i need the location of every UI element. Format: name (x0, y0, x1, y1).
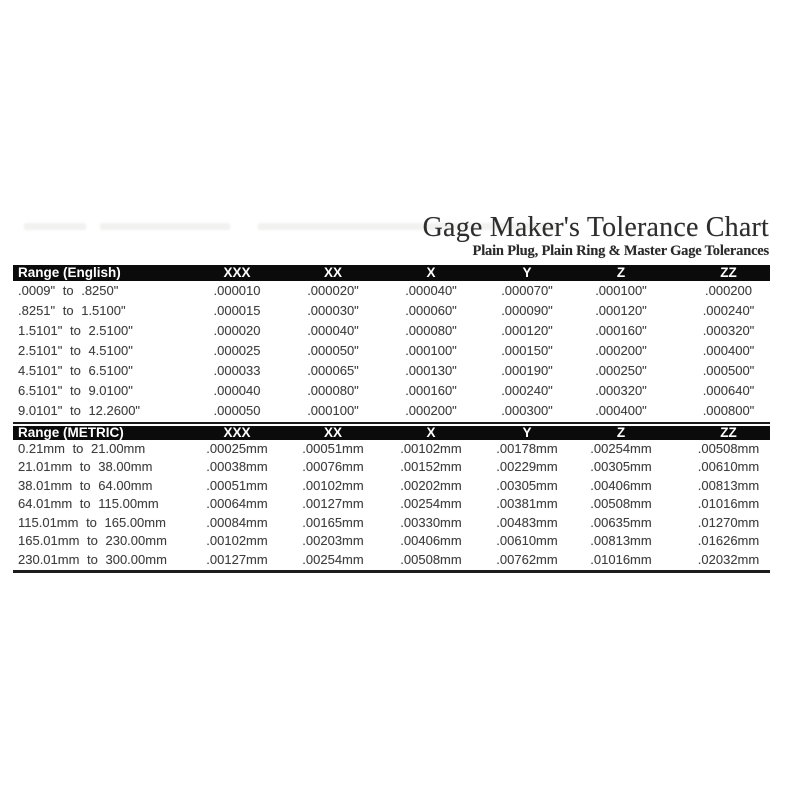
tolerance-value-cell: .01626mm (697, 533, 760, 549)
tolerance-value-cell: .000300" (501, 403, 553, 418)
tolerance-value-cell: .00483mm (496, 514, 558, 530)
table-row (13, 440, 770, 459)
table-row (13, 301, 770, 321)
english-tolerance-table (13, 265, 770, 421)
range-cell: 21.01mm to 38.00mm (18, 459, 153, 475)
page-subtitle: Plain Plug, Plain Ring & Master Gage Tolerances (472, 243, 769, 259)
faint-scan-artifact (100, 223, 230, 230)
metric-table-body (13, 440, 770, 572)
range-cell: 2.5101" to 4.5100" (18, 343, 133, 358)
tolerance-class-header: Z (575, 265, 667, 281)
tolerance-value-cell: .000080" (405, 323, 457, 338)
tolerance-value-cell: .000080" (307, 383, 359, 398)
metric-tolerance-table (13, 426, 770, 573)
tolerance-class-header: Z (575, 426, 667, 440)
tolerance-value-cell: .000800" (702, 403, 755, 418)
range-cell: 9.0101" to 12.2600" (18, 403, 141, 418)
tolerance-value-cell: .000130" (405, 363, 457, 378)
tolerance-value-cell: .00084mm (206, 514, 268, 530)
tolerance-value-cell: .000250" (595, 363, 647, 378)
table-row (13, 341, 770, 361)
range-cell: .8251" to 1.5100" (18, 303, 126, 318)
tolerance-class-header: X (383, 265, 479, 281)
metric-header-row (13, 426, 770, 440)
table-row (13, 532, 770, 551)
tolerance-value-cell: .000040 (213, 383, 261, 398)
tolerance-value-cell: .00610mm (496, 533, 558, 549)
tolerance-value-cell: .00381mm (496, 496, 558, 512)
tolerance-value-cell: .000150" (501, 343, 553, 358)
tolerance-value-cell: .000400" (702, 343, 755, 358)
title-block (423, 213, 769, 259)
tolerance-value-cell: .000033 (213, 363, 261, 378)
tolerance-value-cell: .000040" (405, 283, 457, 298)
tolerance-value-cell: .01016mm (697, 496, 760, 512)
table-row (13, 551, 770, 571)
tolerance-value-cell: .000070" (501, 283, 553, 298)
tolerance-value-cell: .000200" (595, 343, 647, 358)
range-column-header: Range (METRIC) (13, 426, 191, 440)
tolerance-value-cell: .000160" (595, 323, 647, 338)
tolerance-value-cell: .01270mm (697, 514, 760, 530)
table-divider-rule (13, 422, 770, 424)
tolerance-value-cell: .000120" (595, 303, 647, 318)
tolerance-value-cell: .00165mm (302, 514, 364, 530)
tolerance-value-cell: .00102mm (206, 533, 268, 549)
tolerance-value-cell: .00127mm (302, 496, 364, 512)
range-cell: 115.01mm to 165.00mm (18, 514, 166, 530)
tolerance-value-cell: .00305mm (590, 459, 652, 475)
english-header-row (13, 265, 770, 281)
tolerance-class-header: ZZ (667, 426, 770, 440)
range-cell: 4.5101" to 6.5100" (18, 363, 133, 378)
tolerance-value-cell: .01016mm (590, 552, 652, 568)
tolerance-value-cell: .00813mm (697, 477, 760, 493)
table-row (13, 361, 770, 381)
tolerance-value-cell: .000020" (307, 283, 359, 298)
range-cell: .0009" to .8250" (18, 283, 119, 298)
tolerance-value-cell: .000100" (307, 403, 359, 418)
tolerance-value-cell: .000090" (501, 303, 553, 318)
tolerance-value-cell: .000200" (405, 403, 457, 418)
tolerance-value-cell: .000190" (501, 363, 553, 378)
tolerance-value-cell: .000320" (595, 383, 647, 398)
tolerance-value-cell: .00254mm (590, 440, 652, 456)
tolerance-value-cell: .000040" (307, 323, 359, 338)
tolerance-value-cell: .000400" (595, 403, 647, 418)
tolerance-value-cell: .00305mm (496, 477, 558, 493)
tolerance-value-cell: .000015 (213, 303, 261, 318)
tolerance-value-cell: .00254mm (400, 496, 462, 512)
tolerance-value-cell: .000065" (307, 363, 359, 378)
tolerance-value-cell: .00038mm (206, 459, 268, 475)
tolerance-value-cell: .000050" (307, 343, 359, 358)
tolerance-value-cell: .000160" (405, 383, 457, 398)
range-cell: 0.21mm to 21.00mm (18, 440, 146, 456)
range-cell: 165.01mm to 230.00mm (18, 533, 167, 549)
tolerance-value-cell: .00610mm (697, 459, 760, 475)
tolerance-class-header: XXX (191, 265, 283, 281)
tolerance-value-cell: .000320" (702, 323, 755, 338)
range-cell: 6.5101" to 9.0100" (18, 383, 133, 398)
tolerance-value-cell: .00152mm (400, 459, 462, 475)
tolerance-value-cell: .000030" (307, 303, 359, 318)
tolerance-class-header: XXX (191, 426, 283, 440)
tolerance-value-cell: .000200 (705, 283, 752, 298)
tolerance-value-cell: .00254mm (302, 552, 364, 568)
faint-scan-artifact (24, 223, 86, 230)
table-row (13, 381, 770, 401)
tolerance-value-cell: .00076mm (302, 459, 364, 475)
table-row (13, 321, 770, 341)
tolerance-value-cell: .00051mm (302, 440, 364, 456)
tolerance-class-header: Y (479, 265, 575, 281)
tolerance-value-cell: .00064mm (206, 496, 268, 512)
tolerance-value-cell: .00127mm (206, 552, 268, 568)
tolerance-value-cell: .000050 (213, 403, 261, 418)
tolerance-value-cell: .00508mm (400, 552, 462, 568)
tolerance-value-cell: .000100" (405, 343, 457, 358)
range-column-header: Range (English) (13, 265, 191, 281)
table-row (13, 495, 770, 514)
page-title: Gage Maker's Tolerance Chart (422, 212, 769, 243)
tolerance-class-header: XX (283, 426, 383, 440)
tolerance-value-cell: .00406mm (400, 533, 462, 549)
tolerance-value-cell: .00203mm (302, 533, 364, 549)
tolerance-value-cell: .000240" (702, 303, 755, 318)
tolerance-value-cell: .000025 (213, 343, 261, 358)
range-cell: 64.01mm to 115.00mm (18, 496, 159, 512)
tolerance-value-cell: .000020 (213, 323, 261, 338)
table-row (13, 401, 770, 421)
tolerance-value-cell: .00813mm (590, 533, 652, 549)
tolerance-value-cell: .000500" (702, 363, 755, 378)
table-row (13, 281, 770, 301)
tolerance-value-cell: .00508mm (590, 496, 652, 512)
tolerance-value-cell: .000010 (213, 283, 261, 298)
tolerance-value-cell: .000120" (501, 323, 553, 338)
tolerance-value-cell: .000060" (405, 303, 457, 318)
table-row (13, 477, 770, 496)
tolerance-value-cell: .00025mm (206, 440, 268, 456)
range-cell: 230.01mm to 300.00mm (18, 552, 167, 568)
tolerance-class-header: Y (479, 426, 575, 440)
tolerance-chart (13, 265, 770, 573)
tolerance-value-cell: .00330mm (400, 514, 462, 530)
tolerance-value-cell: .00229mm (496, 459, 558, 475)
tolerance-value-cell: .02032mm (697, 552, 760, 568)
tolerance-value-cell: .00762mm (496, 552, 558, 568)
range-cell: 1.5101" to 2.5100" (18, 323, 133, 338)
tolerance-value-cell: .000240" (501, 383, 553, 398)
tolerance-class-header: X (383, 426, 479, 440)
tolerance-value-cell: .00102mm (302, 477, 364, 493)
tolerance-value-cell: .00051mm (206, 477, 268, 493)
range-cell: 38.01mm to 64.00mm (18, 477, 153, 493)
tolerance-value-cell: .00406mm (590, 477, 652, 493)
tolerance-value-cell: .00635mm (590, 514, 652, 530)
tolerance-value-cell: .00202mm (400, 477, 462, 493)
tolerance-value-cell: .00102mm (400, 440, 462, 456)
tolerance-value-cell: .00508mm (697, 440, 760, 456)
table-row (13, 458, 770, 477)
tolerance-value-cell: .000640" (702, 383, 755, 398)
table-row (13, 514, 770, 533)
tolerance-value-cell: .000100" (595, 283, 647, 298)
english-table-body (13, 281, 770, 421)
tolerance-value-cell: .00178mm (496, 440, 558, 456)
tolerance-class-header: ZZ (667, 265, 770, 281)
tolerance-class-header: XX (283, 265, 383, 281)
